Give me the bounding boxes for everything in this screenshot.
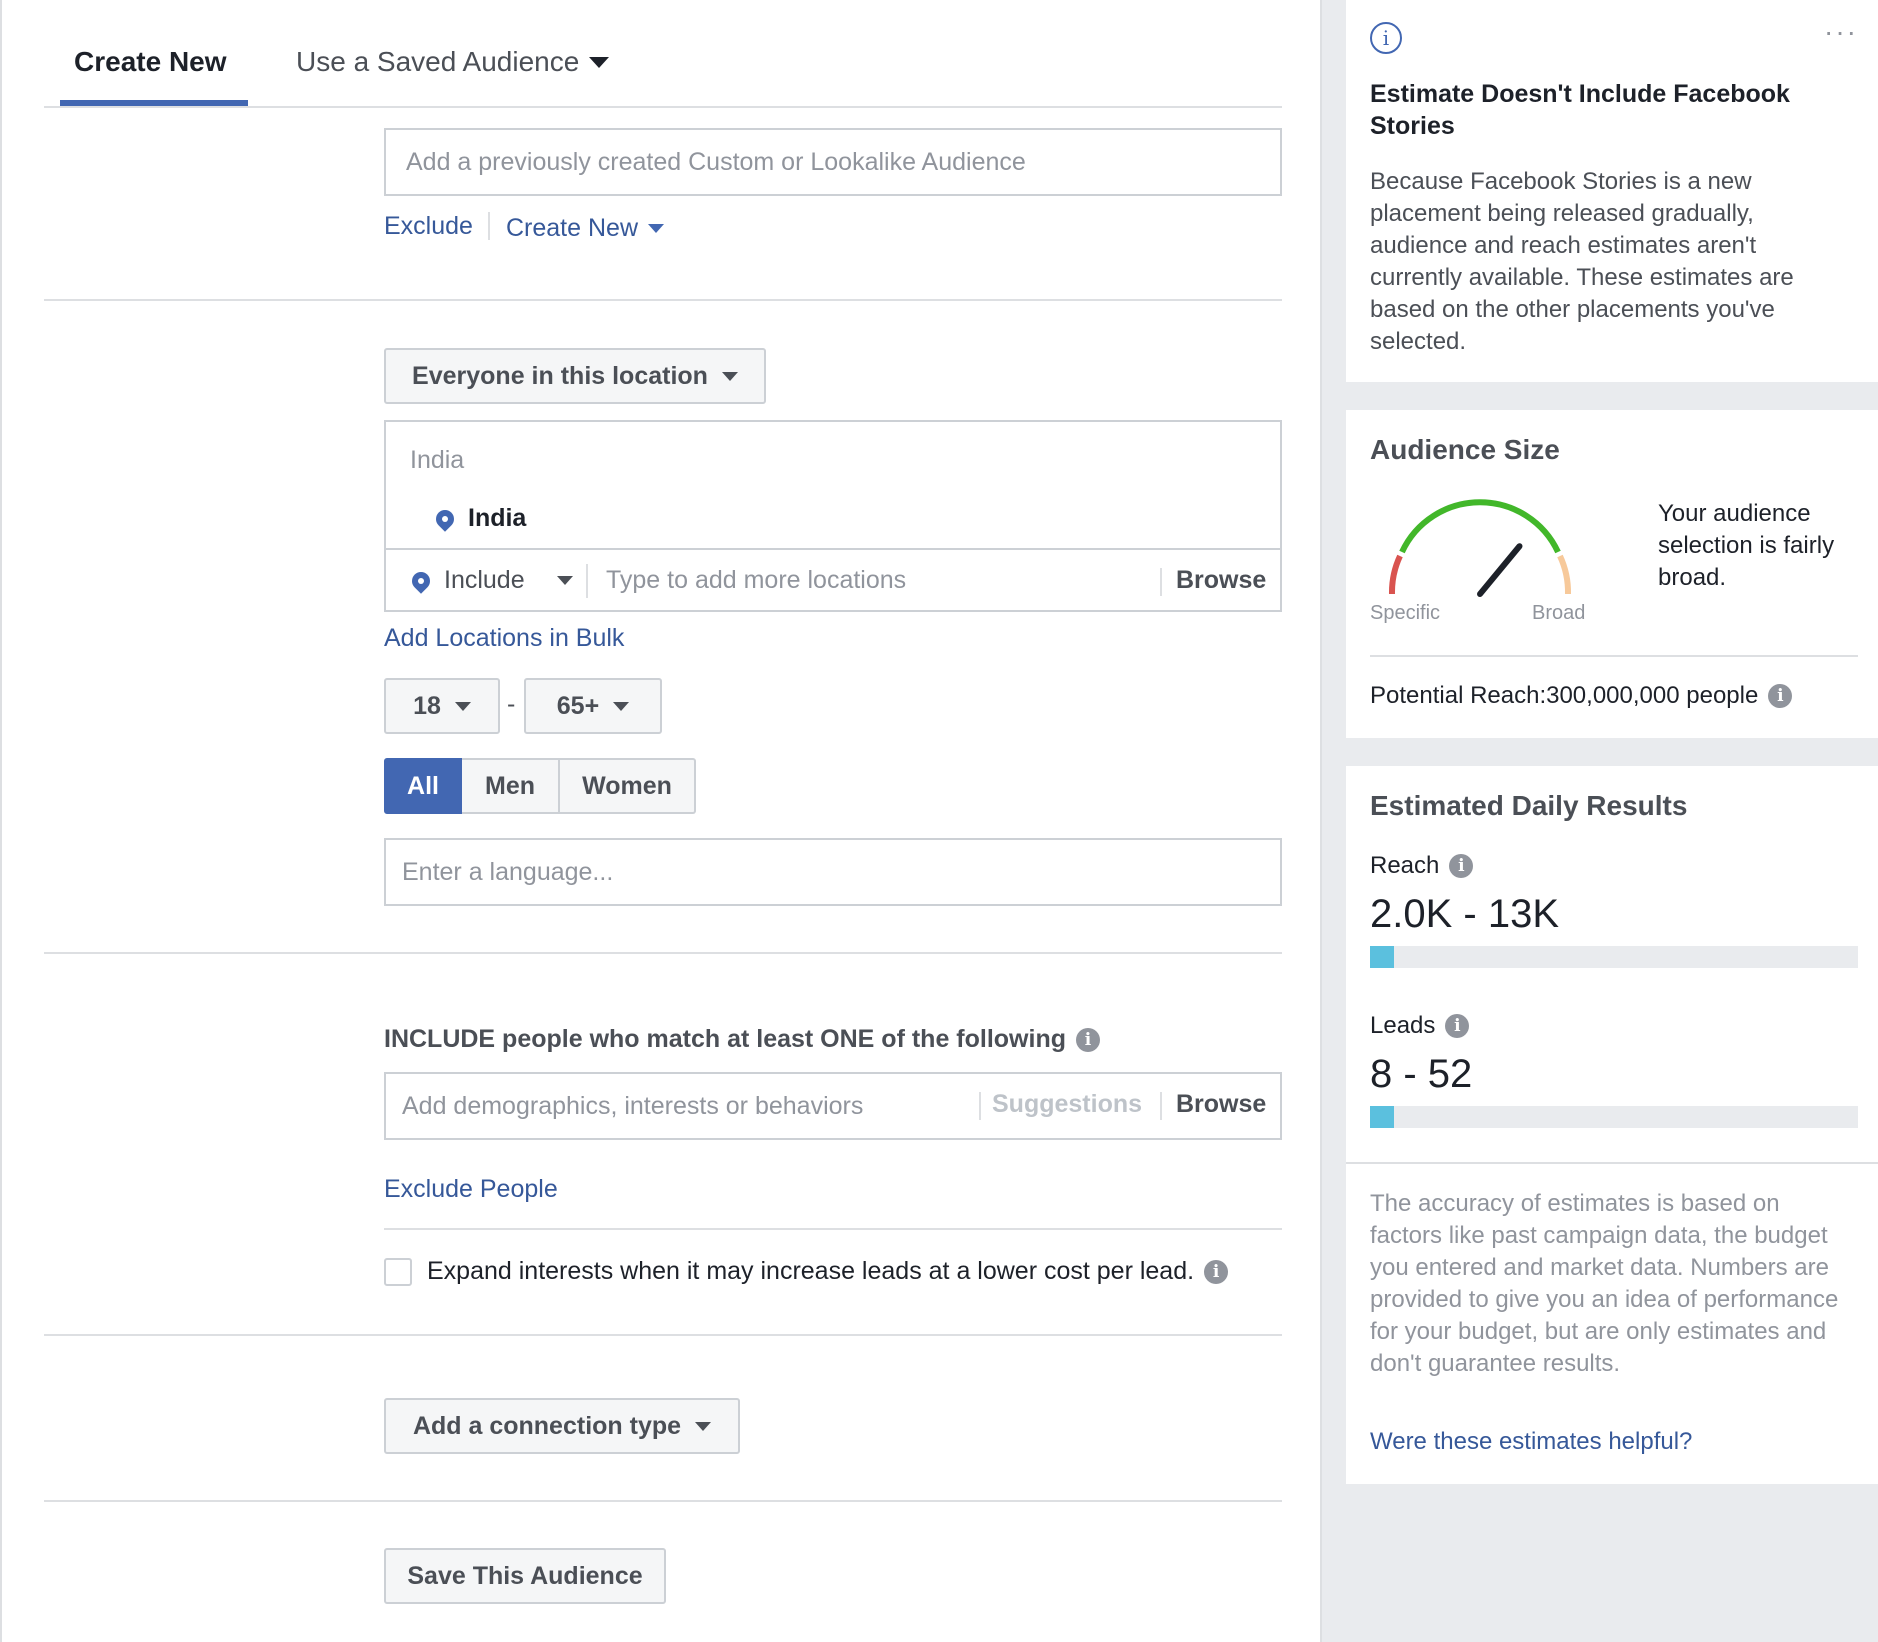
gender-all-button[interactable]: All xyxy=(384,758,462,814)
gauge-green-segment xyxy=(1402,502,1558,552)
browse-locations-button[interactable]: Browse xyxy=(1176,566,1267,594)
location-box xyxy=(384,420,1282,612)
gauge-needle xyxy=(1480,546,1520,594)
daily-results-card xyxy=(1346,766,1878,1484)
audience-divider xyxy=(1370,655,1858,657)
location-search-input[interactable]: Type to add more locations xyxy=(606,566,907,594)
selected-location-name: India xyxy=(468,504,527,532)
gauge-red-segment xyxy=(1392,556,1400,594)
chevron-down-icon xyxy=(648,224,664,233)
info-icon[interactable]: i xyxy=(1449,854,1473,878)
notice-body: Because Facebook Stories is a new placement being released gradually, audience and reach estimates aren't currently available. These estimates are based on the other placements you've selected. xyxy=(1370,168,1794,355)
info-icon[interactable]: i xyxy=(1768,684,1792,708)
stories-notice-card xyxy=(1346,0,1878,382)
expand-interests-label: Expand interests when it may increase leads at a lower cost per lead. xyxy=(427,1257,1195,1285)
info-icon[interactable]: i xyxy=(1204,1260,1228,1284)
leads-label: Leads xyxy=(1370,1012,1436,1039)
gauge-orange-segment xyxy=(1560,556,1568,594)
selected-location[interactable] xyxy=(436,504,526,533)
chevron-down-icon xyxy=(695,1422,711,1431)
leads-value: 8 - 52 xyxy=(1370,1052,1473,1096)
more-options-icon[interactable]: ··· xyxy=(1824,16,1858,47)
tab-create-new[interactable]: Create New xyxy=(74,46,227,77)
section-divider xyxy=(44,299,1282,301)
potential-reach xyxy=(1370,682,1792,710)
reach-bar-track xyxy=(1370,946,1858,968)
reach-label: Reach xyxy=(1370,852,1440,879)
chevron-down-icon xyxy=(722,372,738,381)
tab-saved-audience[interactable] xyxy=(296,46,609,78)
detailed-targeting-input[interactable] xyxy=(384,1072,1282,1140)
location-input-row-divider xyxy=(386,548,1280,550)
tabs-divider xyxy=(44,106,1282,108)
reach-label-row xyxy=(1370,852,1473,880)
include-label: Include xyxy=(444,566,525,594)
leads-label-row xyxy=(1370,1012,1469,1040)
reach-bar-fill xyxy=(1370,946,1394,968)
suggestions-button[interactable]: Suggestions xyxy=(992,1090,1143,1118)
gender-men-button[interactable]: Men xyxy=(462,758,560,814)
include-dropdown[interactable] xyxy=(412,566,573,595)
section-divider xyxy=(44,1334,1282,1336)
age-max-value: 65+ xyxy=(556,691,600,720)
age-min-value: 18 xyxy=(413,691,441,720)
chevron-down-icon xyxy=(613,702,629,711)
potential-reach-text: Potential Reach:300,000,000 people xyxy=(1370,682,1759,709)
location-type-label: Everyone in this location xyxy=(412,361,708,390)
add-locations-bulk-link[interactable]: Add Locations in Bulk xyxy=(384,624,625,652)
audience-gauge xyxy=(1370,496,1590,606)
link-separator xyxy=(488,212,490,240)
section-divider xyxy=(44,952,1282,954)
age-max-dropdown[interactable] xyxy=(524,678,662,734)
daily-divider xyxy=(1346,1162,1878,1164)
include-criteria-text xyxy=(384,1025,1100,1054)
reach-value: 2.0K - 13K xyxy=(1370,892,1560,936)
expand-interests-checkbox[interactable] xyxy=(384,1258,412,1286)
browse-targeting-button[interactable]: Browse xyxy=(1176,1090,1267,1118)
expand-divider xyxy=(384,1228,1282,1230)
audience-size-card xyxy=(1346,410,1878,738)
location-pin-icon xyxy=(408,568,433,593)
location-pin-icon xyxy=(432,506,457,531)
location-type-dropdown[interactable] xyxy=(384,348,766,404)
accuracy-note: The accuracy of estimates is based on factors like past campaign data, the budget you entered and market data. Numbers are provided to give you an idea of performance for your budget, but are only estimates and don't guarantee results. xyxy=(1370,1190,1839,1377)
include-separator xyxy=(586,564,588,598)
audience-description: Your audience selection is fairly broad. xyxy=(1658,500,1835,591)
exclude-people-link[interactable]: Exclude People xyxy=(384,1175,558,1203)
chevron-down-icon xyxy=(455,702,471,711)
age-min-dropdown[interactable] xyxy=(384,678,500,734)
browse-separator xyxy=(1160,1092,1162,1120)
estimates-feedback-link[interactable]: Were these estimates helpful? xyxy=(1370,1428,1693,1455)
location-country-header: India xyxy=(410,446,465,474)
chevron-down-icon xyxy=(589,57,609,68)
browse-separator xyxy=(1160,568,1162,596)
include-criteria-label: INCLUDE people who match at least ONE of the following xyxy=(384,1025,1066,1053)
daily-results-title: Estimated Daily Results xyxy=(1370,790,1688,821)
suggestions-separator xyxy=(979,1092,981,1120)
info-icon[interactable]: i xyxy=(1445,1014,1469,1038)
gauge-broad-label: Broad xyxy=(1532,602,1586,624)
connection-type-dropdown[interactable] xyxy=(384,1398,740,1454)
connection-type-label: Add a connection type xyxy=(412,1411,682,1440)
detailed-targeting-placeholder: Add demographics, interests or behaviors xyxy=(402,1092,864,1120)
custom-audience-input[interactable] xyxy=(384,128,1282,196)
custom-audience-placeholder: Add a previously created Custom or Lookalike Audience xyxy=(406,147,1026,176)
info-icon[interactable]: i xyxy=(1076,1028,1100,1052)
language-input[interactable] xyxy=(384,838,1282,906)
chevron-down-icon xyxy=(557,576,573,585)
gender-women-button[interactable]: Women xyxy=(560,758,696,814)
save-audience-button[interactable]: Save This Audience xyxy=(384,1548,666,1604)
create-new-audience-link[interactable] xyxy=(506,214,664,243)
leads-bar-fill xyxy=(1370,1106,1394,1128)
notice-title: Estimate Doesn't Include Facebook Stories xyxy=(1370,80,1790,140)
create-new-audience-label: Create New xyxy=(506,214,638,242)
section-divider xyxy=(44,1500,1282,1502)
language-placeholder: Enter a language... xyxy=(402,857,614,886)
expand-interests-row xyxy=(427,1257,1228,1286)
age-separator: - xyxy=(507,690,516,718)
gender-selector xyxy=(384,758,696,814)
info-outline-icon: i xyxy=(1370,22,1402,54)
audience-size-title: Audience Size xyxy=(1370,434,1560,465)
gauge-specific-label: Specific xyxy=(1370,602,1441,624)
tab-saved-audience-label: Use a Saved Audience xyxy=(296,46,580,77)
leads-bar-track xyxy=(1370,1106,1858,1128)
exclude-audience-link[interactable]: Exclude xyxy=(384,212,473,240)
